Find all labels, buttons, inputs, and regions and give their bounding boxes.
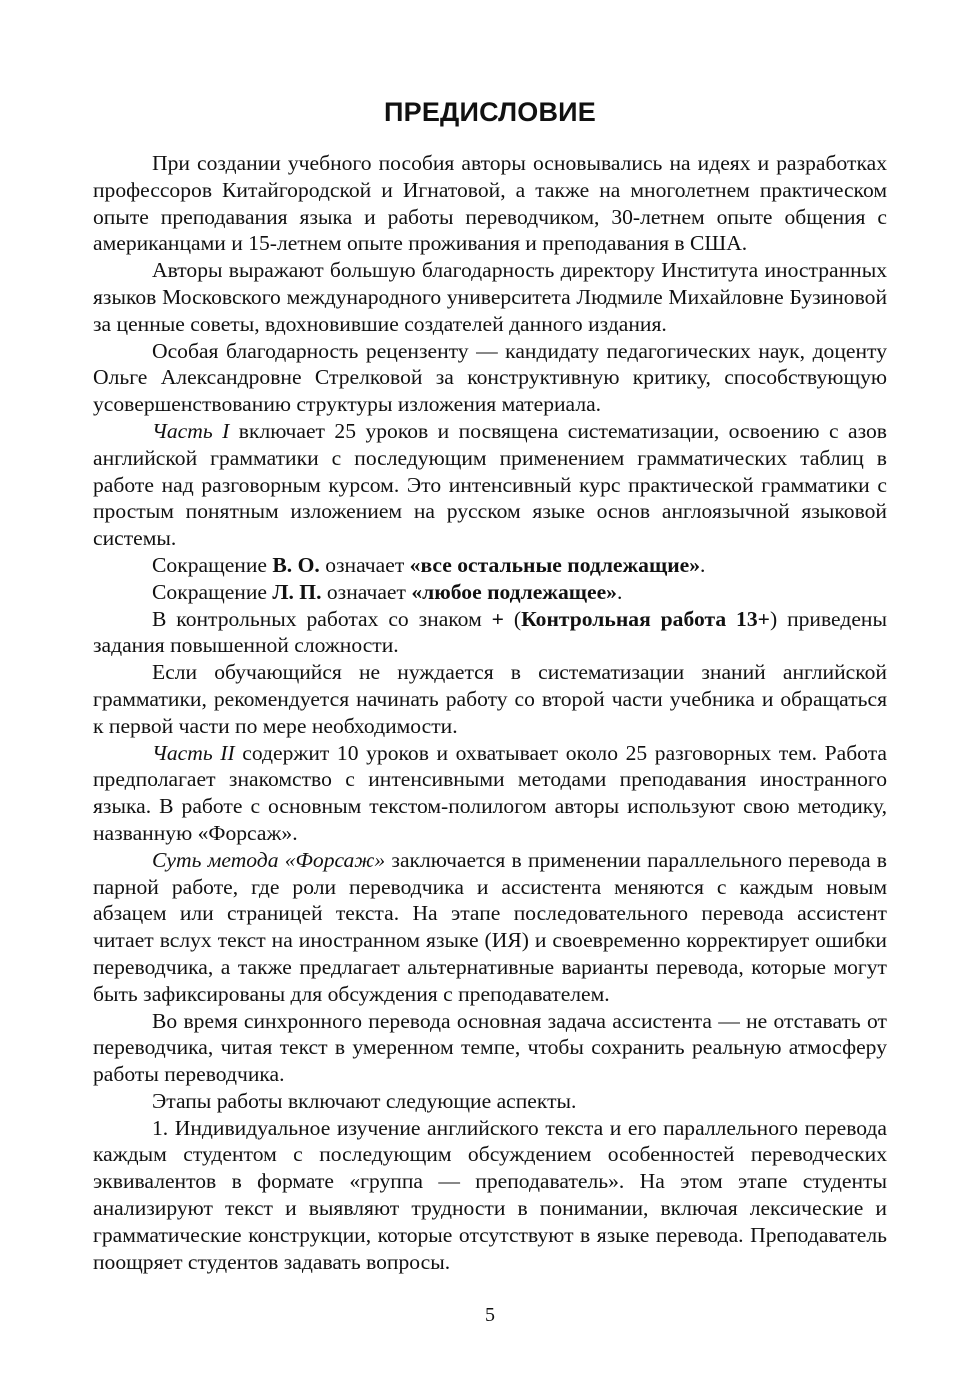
paragraph-4 xyxy=(93,418,887,552)
p6-c: означает xyxy=(321,579,412,604)
paragraph-7 xyxy=(93,606,887,660)
p7-test-name: Контрольная работа 13+ xyxy=(521,606,770,631)
paragraph-1: При создании учебного пособия авторы основывались на идеях и разработках профессоров Китайгородской и Игнатовой, а также на многолетнем практическом опыте преподавания языка и работы переводчиком, 30-летнем опыте общения с американцами и 15-летнем опыте проживания и преподавания в США. xyxy=(93,151,887,256)
paragraph-2: Авторы выражают большую благодарность директору Института иностранных языков Московского международного университета Людмиле Михайловне Бузиновой за ценные советы, вдохновившие создателей данного издания. xyxy=(93,258,887,336)
p7-c: ( xyxy=(503,606,522,631)
paragraph-13: 1. Индивидуальное изучение английского текста и его параллельного перевода каждым студентом с последующим обсуждением особенностей переводческих эквивалентов в формате «группа — преподаватель». На этом этапе студенты анализируют текст и выявляют трудности в понимании, включая лексические и грамматические конструкции, которые отсутствуют в языке перевода. Преподаватель поощряет студентов задавать вопросы. xyxy=(93,1115,887,1274)
paragraph-4-text: включает 25 уроков и посвящена систематизации, освоению с азов английской грамматики с последующим применением грамматических таблиц в работе над разговорным курсом. Это интенсивный курс практической грамматики с простым понятным изложением на русском языке основ англоязычной языковой системы. xyxy=(93,418,887,551)
p5-abbr: В. О. xyxy=(272,552,320,577)
paragraph-9-text: содержит 10 уроков и охватывает около 25 разговорных тем. Работа предполагает знакомство с интенсивными методами преподавания иностранного языка. В работе с основным текстом-полилогом авторы используют свою методику, названную «Форсаж». xyxy=(93,740,887,845)
p6-abbr: Л. П. xyxy=(272,579,322,604)
p7-plus: + xyxy=(491,606,504,631)
p6-a: Сокращение xyxy=(152,579,273,604)
paragraph-10 xyxy=(93,847,887,1008)
paragraph-8: Если обучающийся не нуждается в систематизации знаний английской грамматики, рекомендуется начинать работу со второй части учебника и обращаться к первой части по мере необходимости. xyxy=(93,660,887,738)
page-body xyxy=(93,88,887,1275)
paragraph-4-lead: Часть I xyxy=(152,418,230,443)
p5-e: . xyxy=(700,552,706,577)
paragraph-5 xyxy=(93,552,887,579)
paragraph-10-lead: Суть метода «Форсаж» xyxy=(152,847,386,872)
paragraph-9-lead: Часть II xyxy=(152,740,235,765)
p5-c: означает xyxy=(319,552,410,577)
paragraph-11: Во время синхронного перевода основная задача ассистента — не отставать от переводчика, читая текст в умеренном темпе, чтобы сохранить реальную атмосферу работы переводчика. xyxy=(93,1008,887,1087)
p5-a: Сокращение xyxy=(152,552,273,577)
paragraph-12: Этапы работы включают следующие аспекты. xyxy=(152,1088,577,1113)
p6-meaning: «любое подлежащее» xyxy=(411,579,617,604)
paragraph-6 xyxy=(93,579,887,606)
p6-e: . xyxy=(616,579,623,604)
p7-a: В контрольных работах со знаком xyxy=(152,606,492,631)
p5-meaning: «все остальные подлежащие» xyxy=(409,552,701,577)
page-title: ПРЕДИСЛОВИЕ xyxy=(384,97,596,127)
paragraph-9 xyxy=(93,740,887,847)
paragraph-3: Особая благодарность рецензенту — кандидату педагогических наук, доценту Ольге Александровне Стрелковой за конструктивную критику, способствующую усовершенствованию структуры изложения материала. xyxy=(93,338,887,417)
page-number: 5 xyxy=(485,1304,495,1326)
p7-e: ) приведены задания повышенной сложности. xyxy=(93,606,887,658)
paragraph-10-text: заключается в применении параллельного перевода в парной работе, где роли переводчика и ассистента меняются с каждым новым абзацем или страницей текста. На этапе последовательного перевода ассистент читает вслух текст на иностранном языке (ИЯ) и своевременно корректирует ошибки переводчика, а также предлагает альтернативные варианты перевода, которые могут быть зафиксированы для обсуждения с преподавателем. xyxy=(93,847,887,1006)
